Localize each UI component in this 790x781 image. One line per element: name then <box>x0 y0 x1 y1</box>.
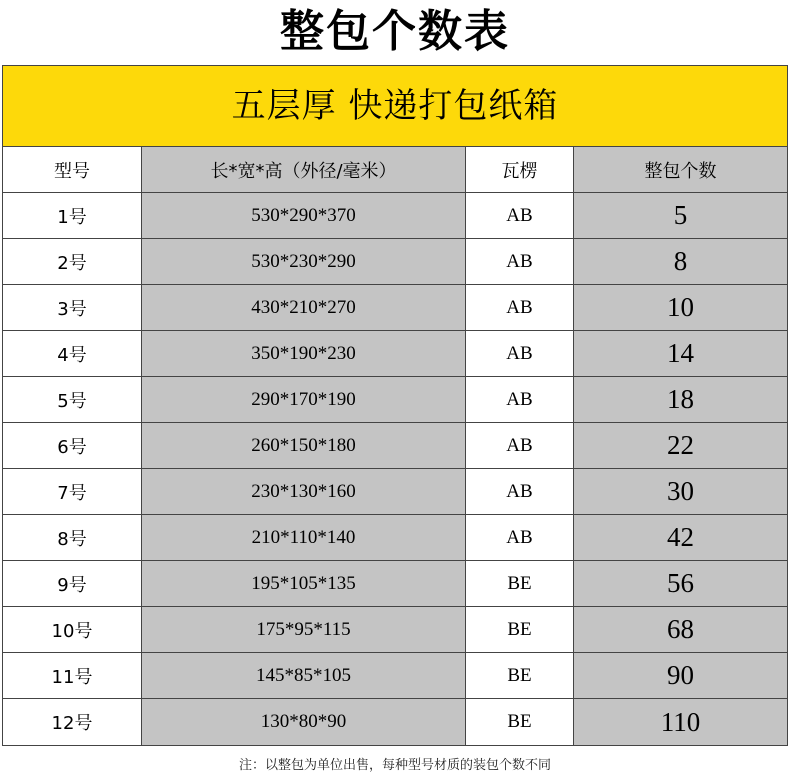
flute-cell: AB <box>466 377 574 422</box>
model-cell: 8号 <box>3 515 142 560</box>
table-row <box>3 331 787 377</box>
model-cell: 9号 <box>3 561 142 606</box>
table-row <box>3 377 787 423</box>
size-cell: 230*130*160 <box>142 469 466 514</box>
table-row <box>3 561 787 607</box>
size-cell: 210*110*140 <box>142 515 466 560</box>
count-cell: 5 <box>574 193 787 238</box>
model-cell: 11号 <box>3 653 142 698</box>
flute-cell: AB <box>466 331 574 376</box>
model-cell: 10号 <box>3 607 142 652</box>
model-cell: 7号 <box>3 469 142 514</box>
size-cell: 145*85*105 <box>142 653 466 698</box>
model-cell: 1号 <box>3 193 142 238</box>
flute-cell: BE <box>466 699 574 745</box>
model-cell: 3号 <box>3 285 142 330</box>
model-cell: 5号 <box>3 377 142 422</box>
model-cell: 12号 <box>3 699 142 745</box>
size-cell: 530*230*290 <box>142 239 466 284</box>
size-cell: 195*105*135 <box>142 561 466 606</box>
flute-cell: AB <box>466 285 574 330</box>
table-row <box>3 423 787 469</box>
count-cell: 68 <box>574 607 787 652</box>
model-cell: 6号 <box>3 423 142 468</box>
flute-cell: AB <box>466 469 574 514</box>
flute-cell: AB <box>466 515 574 560</box>
count-cell: 14 <box>574 331 787 376</box>
flute-cell: AB <box>466 193 574 238</box>
table-banner: 五层厚 快递打包纸箱 <box>3 66 787 147</box>
flute-cell: AB <box>466 239 574 284</box>
size-cell: 430*210*270 <box>142 285 466 330</box>
table-row <box>3 515 787 561</box>
table-row <box>3 469 787 515</box>
page-title: 整包个数表 <box>280 6 510 57</box>
size-cell: 260*150*180 <box>142 423 466 468</box>
table-row <box>3 699 787 745</box>
header-size: 长*宽*高（外径/毫米） <box>142 147 466 192</box>
table-row <box>3 193 787 239</box>
flute-cell: BE <box>466 653 574 698</box>
model-cell: 2号 <box>3 239 142 284</box>
header-flute: 瓦楞 <box>466 147 574 192</box>
count-cell: 18 <box>574 377 787 422</box>
table-row <box>3 239 787 285</box>
size-cell: 350*190*230 <box>142 331 466 376</box>
model-cell: 4号 <box>3 331 142 376</box>
flute-cell: BE <box>466 607 574 652</box>
size-cell: 130*80*90 <box>142 699 466 745</box>
count-cell: 90 <box>574 653 787 698</box>
package-count-table <box>2 65 788 746</box>
header-model: 型号 <box>3 147 142 192</box>
count-cell: 22 <box>574 423 787 468</box>
count-cell: 8 <box>574 239 787 284</box>
size-cell: 530*290*370 <box>142 193 466 238</box>
count-cell: 30 <box>574 469 787 514</box>
footnote: 注：以整包为单位出售，每种型号材质的装包个数不同 <box>238 758 551 773</box>
size-cell: 290*170*190 <box>142 377 466 422</box>
count-cell: 42 <box>574 515 787 560</box>
table-header-row <box>3 147 787 193</box>
count-cell: 10 <box>574 285 787 330</box>
size-cell: 175*95*115 <box>142 607 466 652</box>
header-count: 整包个数 <box>574 147 787 192</box>
table-row <box>3 607 787 653</box>
flute-cell: BE <box>466 561 574 606</box>
table-body <box>3 193 787 745</box>
count-cell: 110 <box>574 699 787 745</box>
flute-cell: AB <box>466 423 574 468</box>
table-row <box>3 653 787 699</box>
table-row <box>3 285 787 331</box>
count-cell: 56 <box>574 561 787 606</box>
